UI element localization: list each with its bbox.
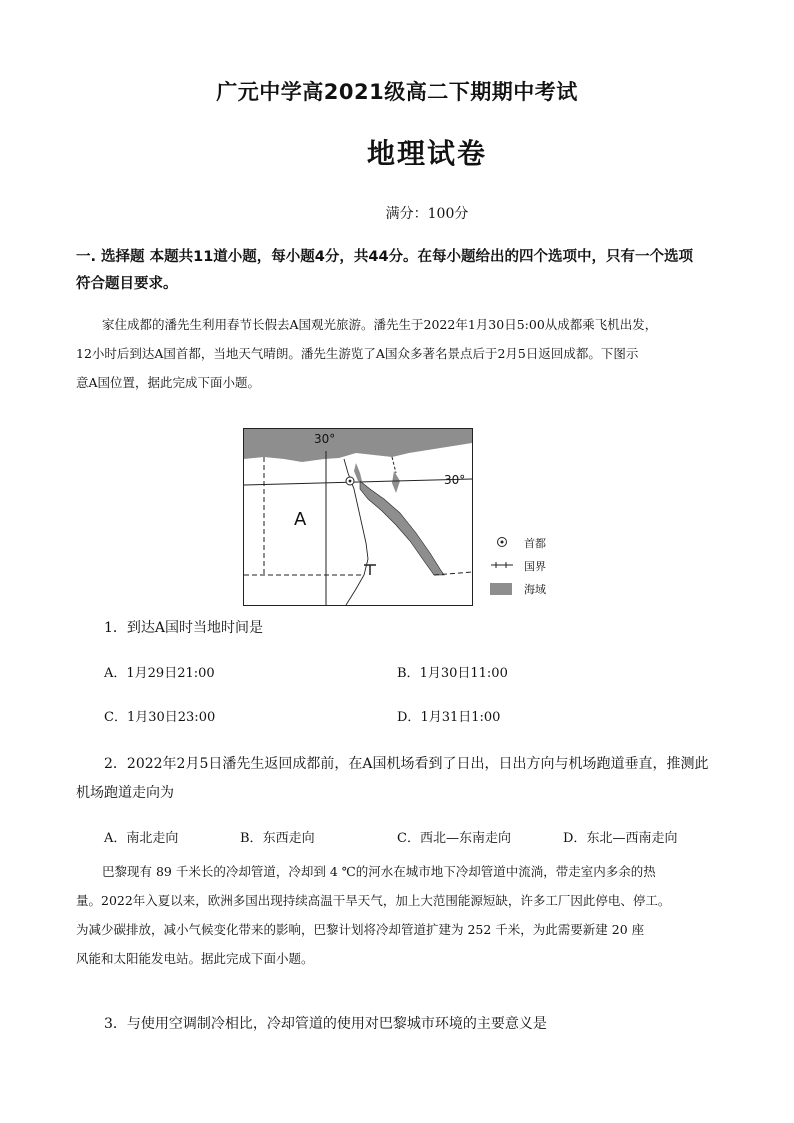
passage-2-line2: 量。2022年入夏以来，欧洲多国出现持续高温干旱天气，加上大范围能源短缺，许多工厂因此停电、停工。 bbox=[76, 893, 671, 908]
question-2-line2: 机场跑道走向为 bbox=[76, 785, 174, 801]
border-legend-icon bbox=[490, 560, 514, 573]
mediterranean-sea bbox=[244, 429, 472, 462]
legend-border bbox=[490, 557, 580, 575]
legend-sea-label: 海域 bbox=[524, 583, 546, 596]
option-text: 1月31日1:00 bbox=[420, 710, 501, 725]
q1-option-c[interactable] bbox=[104, 706, 215, 725]
passage-2-line1: 巴黎现有 89 千米长的冷却管道，冷却到 4 ℃的河水在城市地下冷却管道中流淌，带走室内多余的热 bbox=[102, 864, 656, 879]
exam-title: 广元中学高2021级高二下期期中考试 bbox=[216, 80, 578, 104]
border-sinai bbox=[392, 457, 396, 473]
passage-1 bbox=[76, 310, 726, 397]
capital-legend-icon bbox=[490, 536, 514, 551]
option-letter: B． bbox=[240, 831, 263, 846]
passage-2-line3: 为减少碳排放，减小气候变化带来的影响，巴黎计划将冷却管道扩建为 252 千米，为此需要新建 20 座 bbox=[76, 922, 645, 937]
question-1-stem: 1．到达A国时当地时间是 bbox=[104, 620, 264, 636]
subject-title: 地理试卷 bbox=[366, 137, 487, 170]
legend-sea bbox=[490, 580, 580, 598]
passage-2-line4: 风能和太阳能发电站。据此完成下面小题。 bbox=[76, 951, 314, 966]
map-svg bbox=[244, 429, 472, 605]
section-heading-line1: 一. 选择题 本题共11道小题，每小题4分，共44分。在每小题给出的四个选项中，只有一个选项 bbox=[76, 249, 694, 265]
question-2-stem bbox=[76, 750, 726, 808]
option-letter: C． bbox=[104, 710, 127, 725]
option-letter: C． bbox=[397, 831, 420, 846]
section-heading bbox=[76, 244, 726, 298]
option-letter: D． bbox=[563, 831, 587, 846]
option-text: 东北—西南走向 bbox=[586, 831, 678, 846]
gulf-aqaba bbox=[392, 471, 400, 493]
legend-border-label: 国界 bbox=[524, 560, 546, 573]
section-heading-line2: 符合题目要求。 bbox=[76, 276, 178, 292]
map-legend bbox=[490, 534, 580, 598]
q2-option-d[interactable] bbox=[563, 827, 677, 846]
option-text: 1月30日11:00 bbox=[419, 666, 508, 681]
option-text: 1月29日21:00 bbox=[126, 666, 215, 681]
passage-1-line2: 12小时后到达A国首都，当地天气晴朗。潘先生游览了A国众多著名景点后于2月5日返回成都。下图示 bbox=[76, 346, 639, 361]
passage-2 bbox=[76, 857, 726, 973]
option-letter: A． bbox=[104, 666, 127, 681]
passage-1-line3: 意A国位置，据此完成下面小题。 bbox=[76, 375, 261, 390]
option-letter: D． bbox=[397, 710, 421, 725]
question-2-line1: 2．2022年2月5日潘先生返回成都前，在A国机场看到了日出，日出方向与机场跑道垂直，推测此 bbox=[104, 756, 709, 772]
q2-option-b[interactable] bbox=[240, 827, 315, 846]
sea-legend-icon bbox=[490, 583, 512, 595]
q1-option-d[interactable] bbox=[397, 706, 500, 725]
label-country: A bbox=[294, 509, 307, 530]
full-score: 满分：100分 bbox=[385, 206, 469, 222]
q2-option-c[interactable] bbox=[397, 827, 511, 846]
option-letter: B． bbox=[397, 666, 420, 681]
map-figure bbox=[243, 428, 473, 606]
q2-option-a[interactable] bbox=[104, 827, 178, 846]
option-text: 西北—东南走向 bbox=[419, 831, 511, 846]
label-lon: 30° bbox=[314, 432, 336, 446]
gulf-suez bbox=[354, 463, 362, 481]
question-3-stem: 3．与使用空调制冷相比，冷却管道的使用对巴黎城市环境的主要意义是 bbox=[104, 1016, 547, 1032]
option-text: 南北走向 bbox=[126, 831, 179, 846]
q1-option-a[interactable] bbox=[104, 662, 215, 681]
option-text: 1月30日23:00 bbox=[126, 710, 216, 725]
legend-capital-label: 首都 bbox=[524, 537, 546, 550]
red-sea bbox=[360, 481, 444, 575]
q1-option-b[interactable] bbox=[397, 662, 508, 681]
option-text: 东西走向 bbox=[262, 831, 315, 846]
passage-1-line1: 家住成都的潘先生利用春节长假去A国观光旅游。潘先生于2022年1月30日5:00从成都乘飞机出发， bbox=[102, 317, 658, 332]
label-lat: 30° bbox=[444, 473, 466, 487]
legend-capital bbox=[490, 534, 580, 552]
option-letter: A． bbox=[104, 831, 127, 846]
